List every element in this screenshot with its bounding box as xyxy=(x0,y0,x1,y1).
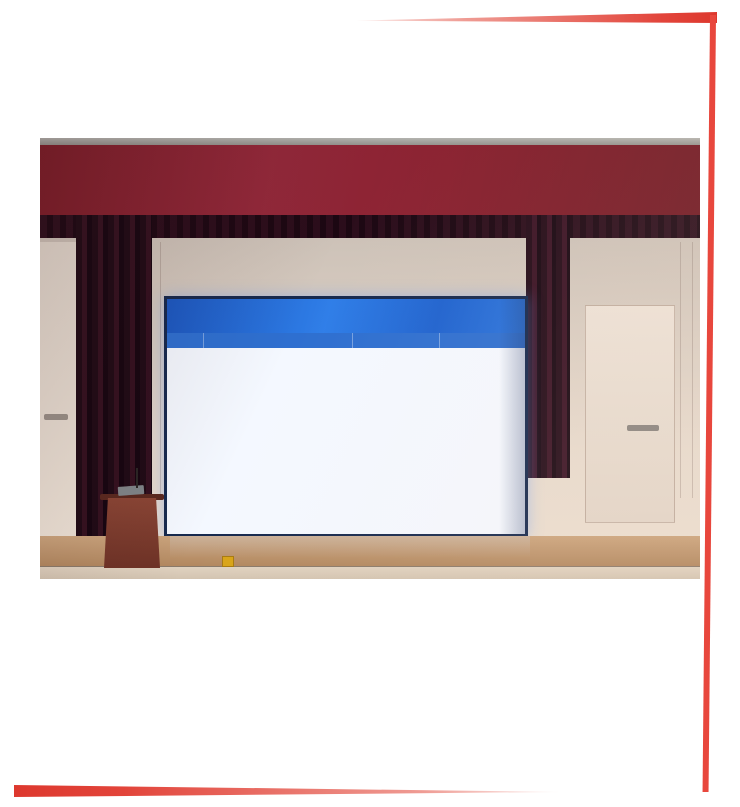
top-right-accent-stroke xyxy=(356,12,717,23)
podium-laptop xyxy=(118,485,145,496)
bottom-left-accent-stroke xyxy=(14,785,560,797)
podium-microphone xyxy=(136,468,138,488)
right-accent-line xyxy=(703,15,716,792)
floor-box xyxy=(222,556,234,567)
award-ceremony-photo[interactable] xyxy=(40,138,700,579)
speaker-podium xyxy=(104,498,160,568)
